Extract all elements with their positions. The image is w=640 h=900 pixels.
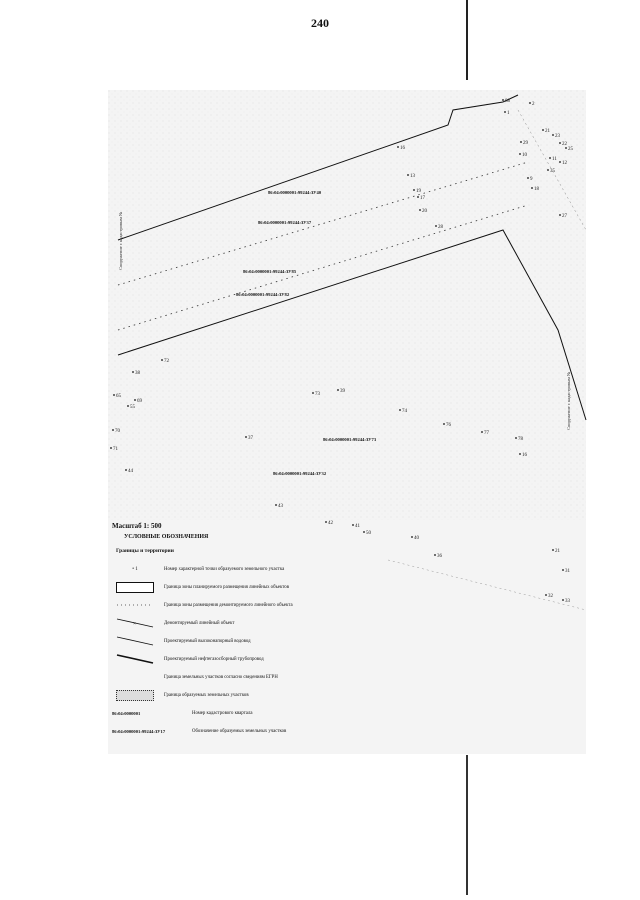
point-marker xyxy=(413,189,415,191)
point-marker xyxy=(565,147,567,149)
point-marker xyxy=(352,524,354,526)
legend-text: Граница образуемых земельных участков xyxy=(164,692,249,698)
point-marker xyxy=(245,436,247,438)
point-label: 31 xyxy=(565,569,570,574)
point-label: 32 xyxy=(548,594,553,599)
legend-text: Номер характерной точки образуемого земельного участка xyxy=(164,566,285,572)
point-marker xyxy=(552,549,554,551)
point-label: 25 xyxy=(568,147,573,152)
map-background xyxy=(108,90,586,520)
legend-items xyxy=(112,560,372,740)
point-marker xyxy=(531,187,533,189)
point-marker xyxy=(502,99,504,101)
point-label: 36 xyxy=(437,554,442,559)
point-marker xyxy=(134,399,136,401)
point-label: 38 xyxy=(135,371,140,376)
point-label: 76 xyxy=(446,423,451,428)
parcel-boundary-bottom xyxy=(388,560,586,610)
legend-symbol-text: 86:04:0000001 xyxy=(112,710,141,716)
point-label: 12 xyxy=(562,161,567,166)
legend-text: Демонтируемый линейный объект xyxy=(164,620,235,626)
legend-symbol xyxy=(112,616,158,630)
legend-symbol-text: 86:04:0000001:99244:ЗУ17 xyxy=(112,728,166,734)
point-label: 65 xyxy=(116,394,121,399)
legend-symbol xyxy=(112,562,158,576)
legend-text: Обозначение образуемых земельных участков xyxy=(192,728,287,734)
legend-symbol xyxy=(112,652,158,666)
point-marker xyxy=(110,447,112,449)
point-marker xyxy=(559,142,561,144)
point-label: 13 xyxy=(410,174,415,179)
point-label: 10 xyxy=(522,153,527,158)
legend-text: Проектируемый нефтегазосборный трубопровод xyxy=(164,656,264,662)
legend-text: Номер кадастрового квартала xyxy=(192,710,253,716)
legend-symbol xyxy=(112,706,186,720)
point-marker xyxy=(275,504,277,506)
point-label: 39 xyxy=(340,389,345,394)
point-label: 1 xyxy=(507,111,510,116)
side-label-right: Сооружение с кадастровым № xyxy=(566,371,571,430)
legend-row xyxy=(112,668,372,686)
point-label: 78 xyxy=(518,437,523,442)
point-label: 11 xyxy=(552,157,557,162)
point-marker xyxy=(515,437,517,439)
page-edge-mark xyxy=(466,0,468,80)
point-marker xyxy=(312,392,314,394)
point-marker xyxy=(519,453,521,455)
point-label: 28 xyxy=(438,225,443,230)
point-label: 74 xyxy=(402,409,407,414)
point-marker xyxy=(419,209,421,211)
point-marker xyxy=(132,371,134,373)
point-label: 2 xyxy=(532,102,535,107)
legend-row xyxy=(112,722,372,740)
point-label: 9 xyxy=(530,177,533,182)
point-label: 77 xyxy=(484,431,489,436)
map-scale: Масштаб 1: 500 xyxy=(112,522,162,530)
legend-row xyxy=(112,704,372,722)
point-marker xyxy=(552,134,554,136)
point-label: 42 xyxy=(328,521,333,526)
legend-text: Граница зоны размещения демонтируемого линейного объекта xyxy=(164,602,293,608)
point-label: 40 xyxy=(414,536,419,541)
legend-row xyxy=(112,560,372,578)
page-number: 240 xyxy=(311,16,329,30)
legend-symbol xyxy=(112,724,186,738)
legend-symbol-text: • 1 xyxy=(132,566,138,572)
point-label: 17 xyxy=(420,196,425,201)
point-label: 73 xyxy=(315,392,320,397)
point-label: 21 xyxy=(555,549,560,554)
point-label: 69 xyxy=(137,399,142,404)
legend-symbol xyxy=(112,634,158,648)
point-marker xyxy=(562,599,564,601)
point-marker xyxy=(113,394,115,396)
legend-subtitle: Границы и территории xyxy=(116,548,174,554)
point-label: 37 xyxy=(248,436,253,441)
point-marker xyxy=(434,554,436,556)
legend-symbol xyxy=(112,670,158,684)
legend-row xyxy=(112,614,372,632)
legend-symbol xyxy=(112,598,158,612)
point-label: 70 xyxy=(115,429,120,434)
legend-text: Граница земельных участков согласно сведениям ЕГРН xyxy=(164,674,278,680)
point-label: 55 xyxy=(130,405,135,410)
point-label: 22 xyxy=(562,142,567,147)
page-edge-mark-bottom xyxy=(466,755,468,895)
svg-text:×: × xyxy=(133,622,136,627)
point-marker xyxy=(337,389,339,391)
point-marker xyxy=(545,594,547,596)
point-label: 16 xyxy=(522,453,527,458)
point-marker xyxy=(520,141,522,143)
point-label: 18 xyxy=(534,187,539,192)
point-marker xyxy=(112,429,114,431)
point-label: 44 xyxy=(128,469,133,474)
cadastral-label: 86:04:0000001:99244:ЗУ37 xyxy=(258,220,312,225)
point-marker xyxy=(363,531,365,533)
point-marker xyxy=(125,469,127,471)
point-marker xyxy=(417,196,419,198)
cadastral-label: 86:04:0000001:99244:ЗУ73 xyxy=(323,437,377,442)
point-marker xyxy=(559,161,561,163)
point-label: 16 xyxy=(400,146,405,151)
point-marker xyxy=(407,174,409,176)
point-marker xyxy=(397,146,399,148)
point-marker xyxy=(562,569,564,571)
legend-text: Граница зоны планируемого размещения линейных объектов xyxy=(164,584,289,590)
point-marker xyxy=(411,536,413,538)
point-label: 50 xyxy=(366,531,371,536)
point-label: 33 xyxy=(565,599,570,604)
point-label: 23 xyxy=(555,134,560,139)
point-marker xyxy=(547,169,549,171)
point-marker xyxy=(559,214,561,216)
point-marker xyxy=(481,431,483,433)
point-marker xyxy=(443,423,445,425)
point-marker xyxy=(519,153,521,155)
point-label: 27 xyxy=(562,214,567,219)
legend-row xyxy=(112,632,372,650)
map-frame xyxy=(108,90,586,754)
legend xyxy=(112,534,372,740)
cadastral-label: 86:04:0000001:99244:ЗУ32 xyxy=(273,471,327,476)
point-marker xyxy=(435,225,437,227)
point-marker xyxy=(529,102,531,104)
cadastral-label: 86:04:0000001:99244:ЗУ82 xyxy=(236,292,290,297)
point-marker xyxy=(504,111,506,113)
cadastral-label: 86:04:0000001:99244:ЗУ85 xyxy=(243,269,297,274)
legend-row xyxy=(112,650,372,668)
point-label: 88 xyxy=(505,99,510,104)
legend-row xyxy=(112,686,372,704)
point-label: 41 xyxy=(355,524,360,529)
point-marker xyxy=(542,129,544,131)
point-label: 43 xyxy=(278,504,283,509)
cadastral-label: 86:04:0000001:99244:ЗУ40 xyxy=(268,190,322,195)
point-label: 72 xyxy=(164,359,169,364)
point-marker xyxy=(549,157,551,159)
point-marker xyxy=(527,177,529,179)
point-label: 21 xyxy=(545,129,550,134)
point-label: 35 xyxy=(550,169,555,174)
legend-row xyxy=(112,578,372,596)
legend-text: Проектируемый высоконапорный водовод xyxy=(164,638,251,644)
point-marker xyxy=(399,409,401,411)
legend-row xyxy=(112,596,372,614)
legend-title: УСЛОВНЫЕ ОБОЗНАЧЕНИЯ xyxy=(124,534,209,540)
legend-symbol xyxy=(112,688,158,702)
point-label: 29 xyxy=(523,141,528,146)
point-label: 71 xyxy=(113,447,118,452)
point-marker xyxy=(127,405,129,407)
point-marker xyxy=(325,521,327,523)
side-label-left: Сооружение с кадастровым № xyxy=(118,211,123,270)
legend-symbol xyxy=(112,580,158,594)
point-label: 20 xyxy=(422,209,427,214)
point-marker xyxy=(161,359,163,361)
point-label: 19 xyxy=(416,189,421,194)
